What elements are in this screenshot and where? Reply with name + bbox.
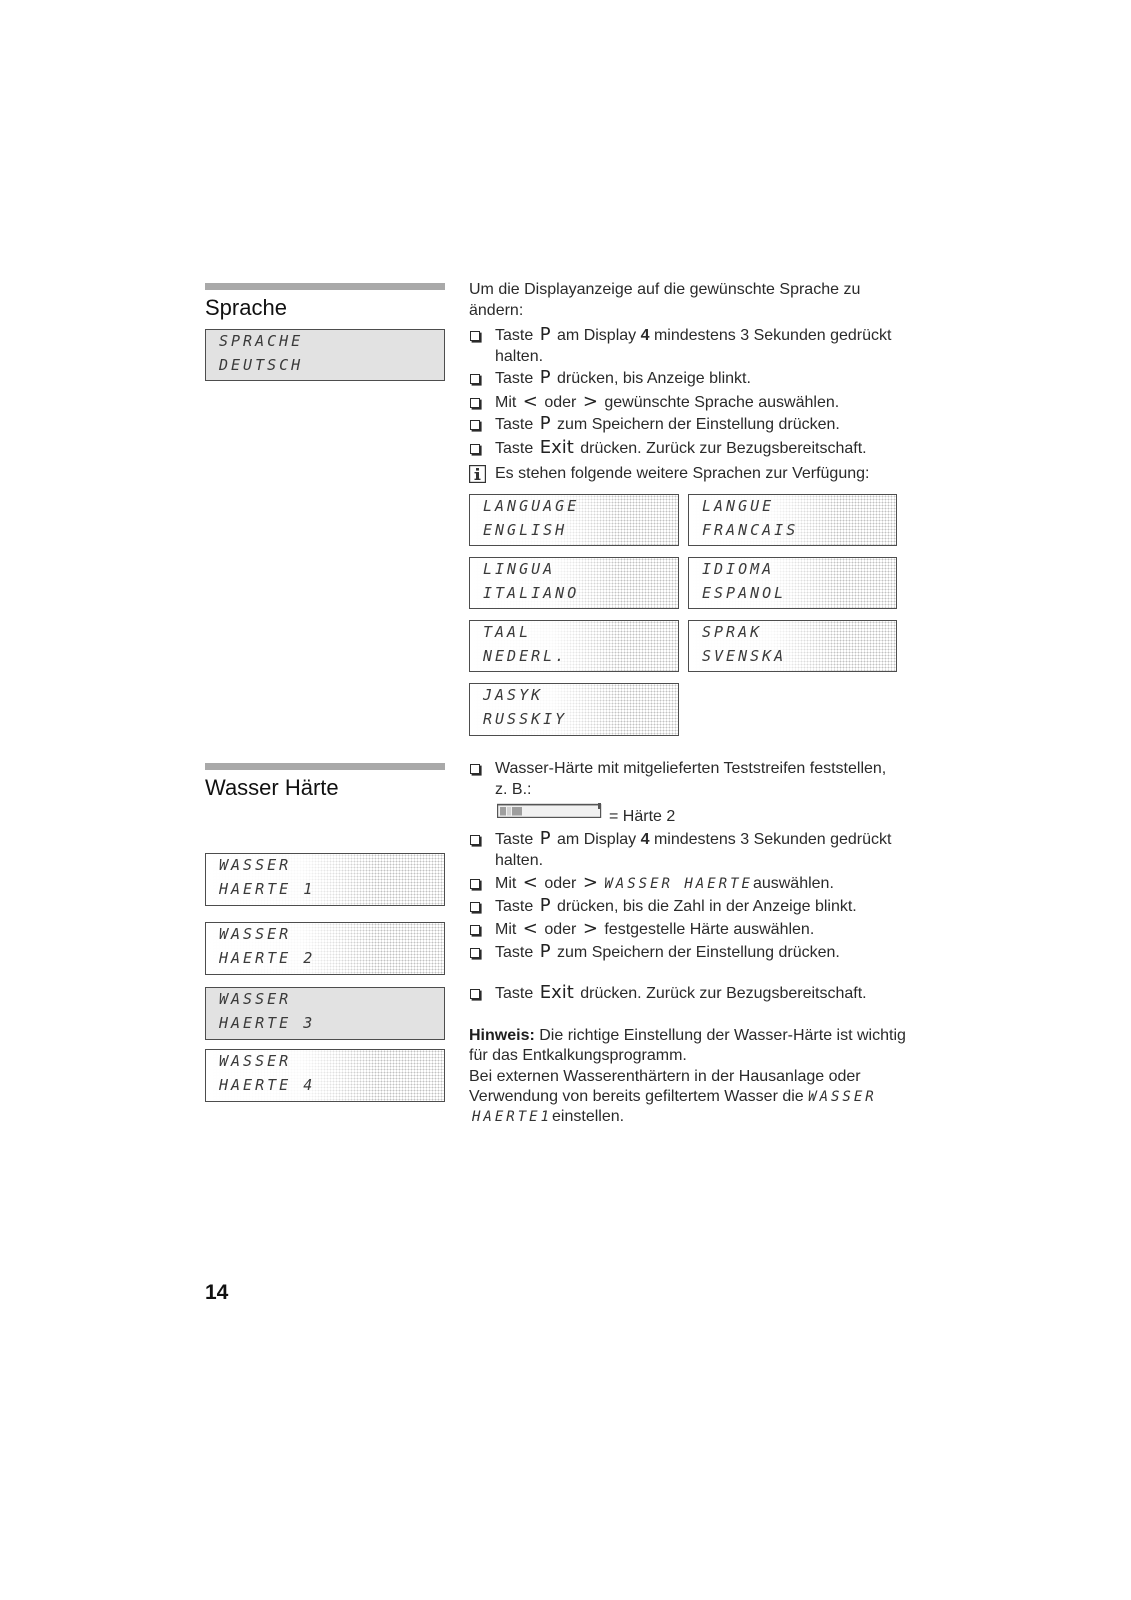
display-wasser-haerte-1 <box>205 853 445 906</box>
checkbox-bullet-icon <box>470 444 480 454</box>
display-line: WASSER <box>219 1052 292 1070</box>
test-strip-icon <box>497 803 603 819</box>
note-line <box>469 1026 906 1046</box>
display-line: HAERTE 1 <box>219 880 316 898</box>
step-line <box>495 830 891 851</box>
step-line <box>495 984 867 1005</box>
checkbox-bullet-icon <box>470 764 480 774</box>
display-line: SPRACHE <box>219 332 304 350</box>
step-text: Taste <box>495 898 534 915</box>
step-text: Mit <box>495 394 517 411</box>
step-text: Taste <box>495 985 534 1002</box>
checkbox-bullet-icon <box>470 331 480 341</box>
key-p-label: P <box>539 413 551 434</box>
display-line: FRANCAIS <box>702 521 799 539</box>
key-p-label: P <box>539 895 551 916</box>
step-text: oder <box>544 875 577 892</box>
inline-display-text: WASSER <box>808 1088 877 1105</box>
display-wasser-haerte-3 <box>205 987 445 1040</box>
key-p-label: P <box>539 941 551 962</box>
display-sprache-deutsch <box>205 329 445 381</box>
step-text: Taste <box>495 370 534 387</box>
display-language-english <box>469 494 679 546</box>
display-line: RUSSKIY <box>483 710 568 728</box>
checkbox-bullet-icon <box>470 835 480 845</box>
display-language-russkiy <box>469 683 679 736</box>
step-text: Taste <box>495 440 534 457</box>
note-label: Hinweis: <box>469 1027 535 1044</box>
display-language-francais <box>688 494 897 546</box>
wasser-step-4 <box>469 897 857 918</box>
display-line: TAAL <box>483 623 532 641</box>
wasser-step-6 <box>469 943 840 964</box>
sprache-step-5 <box>469 439 867 460</box>
key-p-label: P <box>539 828 551 849</box>
page-number: 14 <box>205 1281 229 1304</box>
hinweis-note <box>469 1026 906 1127</box>
display-line: WASSER <box>219 990 292 1008</box>
key-left-label: < <box>522 872 538 893</box>
step-text: Mit <box>495 875 517 892</box>
section-heading-wasser-haerte: Wasser Härte <box>205 775 339 800</box>
step-text: mindestens 3 Sekunden gedrückt <box>653 831 892 848</box>
display-line: LANGUE <box>702 497 775 515</box>
step-text: festgestelle Härte auswählen. <box>604 921 815 938</box>
note-text: Die richtige Einstellung der Wasser-Härte ist wichtig <box>539 1027 906 1044</box>
checkbox-bullet-icon <box>470 398 480 408</box>
checkbox-bullet-icon <box>470 374 480 384</box>
display-language-italiano <box>469 557 679 609</box>
step-line <box>495 897 857 918</box>
display-line: HAERTE 2 <box>219 949 316 967</box>
step-line <box>495 943 840 964</box>
note-text: einstellen. <box>552 1108 625 1126</box>
display-number: 4 <box>640 831 650 848</box>
checkbox-bullet-icon <box>470 420 480 430</box>
step-line <box>495 393 839 414</box>
note-line <box>469 1107 906 1127</box>
key-right-label: > <box>582 872 598 893</box>
display-line: ESPANOL <box>702 584 787 602</box>
key-p-label: P <box>539 367 551 388</box>
step-text: oder <box>544 921 577 938</box>
step-text: am Display <box>557 327 637 344</box>
wasser-step-1 <box>469 759 886 800</box>
key-right-label: > <box>582 918 598 939</box>
intro-line: Um die Displayanzeige auf die gewünschte Sprache zu <box>469 281 861 298</box>
key-left-label: < <box>522 391 538 412</box>
key-exit-label: Exit <box>539 437 574 458</box>
step-line: Wasser-Härte mit mitgelieferten Teststreifen feststellen, <box>495 760 887 777</box>
step-line <box>495 874 834 895</box>
step-text: gewünschte Sprache auswählen. <box>604 394 840 411</box>
sprache-step-2 <box>469 369 751 390</box>
step-text: drücken, bis Anzeige blinkt. <box>557 370 751 387</box>
display-wasser-haerte-4 <box>205 1049 445 1102</box>
key-left-label: < <box>522 918 538 939</box>
step-text: Taste <box>495 831 534 848</box>
step-line <box>495 326 891 347</box>
display-line: ENGLISH <box>483 521 568 539</box>
display-line: HAERTE 4 <box>219 1076 316 1094</box>
display-line: WASSER <box>219 856 292 874</box>
inline-display-text: WASSER HAERTE <box>604 876 753 892</box>
step-text: Mit <box>495 921 517 938</box>
note-line: Bei externen Wasserenthärtern in der Hausanlage oder <box>469 1067 861 1085</box>
checkbox-bullet-icon <box>470 925 480 935</box>
step-text: Taste <box>495 327 534 344</box>
section-heading-sprache: Sprache <box>205 295 287 320</box>
step-line: halten. <box>495 851 544 869</box>
step-text: drücken. Zurück zur Bezugsbereitschaft. <box>580 440 867 457</box>
section-divider-bar <box>205 763 445 770</box>
step-line: halten. <box>495 347 544 365</box>
display-line: SVENSKA <box>702 647 787 665</box>
step-text: Taste <box>495 416 534 433</box>
step-line <box>495 369 751 390</box>
display-line: LANGUAGE <box>483 497 580 515</box>
sprache-step-3 <box>469 393 839 414</box>
display-line: SPRAK <box>702 623 763 641</box>
step-text: am Display <box>557 831 637 848</box>
step-text: oder <box>544 394 577 411</box>
key-right-label: > <box>582 391 598 412</box>
display-number: 4 <box>640 327 650 344</box>
wasser-step-3 <box>469 874 834 895</box>
step-text: zum Speichern der Einstellung drücken. <box>557 416 840 433</box>
step-line: z. B.: <box>495 780 532 798</box>
display-language-espanol <box>688 557 897 609</box>
display-language-svenska <box>688 620 897 672</box>
intro-line: ändern: <box>469 301 524 319</box>
display-line: NEDERL. <box>483 647 568 665</box>
display-language-nederl <box>469 620 679 672</box>
section-divider-bar <box>205 283 445 290</box>
display-line: LINGUA <box>483 560 556 578</box>
step-text: Taste <box>495 944 534 961</box>
checkbox-bullet-icon <box>470 989 480 999</box>
step-line <box>495 415 840 436</box>
wasser-step-7 <box>469 984 867 1005</box>
sprache-info <box>469 464 869 485</box>
checkbox-bullet-icon <box>470 902 480 912</box>
sprache-intro <box>469 280 860 321</box>
display-line: IDIOMA <box>702 560 775 578</box>
display-line: JASYK <box>483 686 544 704</box>
sprache-step-4 <box>469 415 840 436</box>
display-line: HAERTE 3 <box>219 1014 316 1032</box>
wasser-step-2 <box>469 830 891 871</box>
key-p-label: P <box>539 324 551 345</box>
test-strip-label: = Härte 2 <box>609 808 676 825</box>
note-line <box>469 1087 906 1107</box>
step-line <box>495 920 814 941</box>
checkbox-bullet-icon <box>470 879 480 889</box>
step-text: drücken. Zurück zur Bezugsbereitschaft. <box>580 985 867 1002</box>
step-text: mindestens 3 Sekunden gedrückt <box>653 327 892 344</box>
inline-display-text: HAERTE1 <box>472 1109 553 1126</box>
display-line: ITALIANO <box>483 584 580 602</box>
wasser-step-5 <box>469 920 814 941</box>
step-line <box>495 439 867 460</box>
display-line: DEUTSCH <box>219 356 304 374</box>
checkbox-bullet-icon <box>470 948 480 958</box>
step-text: zum Speichern der Einstellung drücken. <box>557 944 840 961</box>
step-text: auswählen. <box>752 875 834 892</box>
sprache-step-1 <box>469 326 891 367</box>
note-line: für das Entkalkungsprogramm. <box>469 1047 687 1065</box>
note-text: Verwendung von bereits gefiltertem Wasser die <box>469 1087 804 1105</box>
display-wasser-haerte-2 <box>205 922 445 975</box>
key-exit-label: Exit <box>539 982 574 1003</box>
display-line: WASSER <box>219 925 292 943</box>
step-text: drücken, bis die Zahl in der Anzeige blinkt. <box>557 898 857 915</box>
info-text: Es stehen folgende weitere Sprachen zur Verfügung: <box>495 465 870 482</box>
